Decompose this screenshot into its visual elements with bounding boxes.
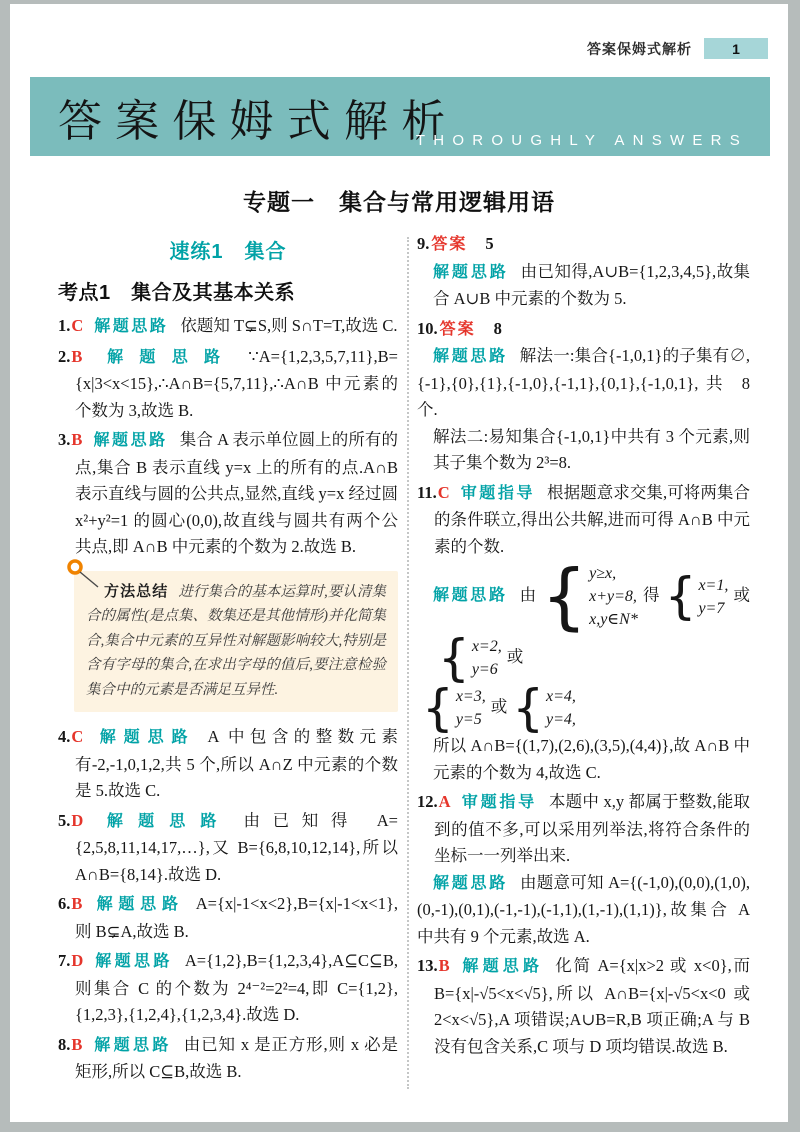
answer-letter: B — [71, 346, 83, 366]
answer-paragraph — [417, 316, 750, 344]
answer-paragraph — [417, 678, 750, 737]
solution-text: 得 — [642, 585, 660, 605]
answer-item — [58, 808, 398, 889]
system-row: x,y∈N* — [589, 611, 638, 628]
answer-item — [417, 953, 750, 1060]
system-row: y=7 — [698, 599, 725, 617]
equation-system — [512, 678, 576, 737]
answer-item — [417, 789, 750, 950]
method-label: 审题指导 — [461, 794, 537, 811]
method-label: 解题思路 — [93, 1036, 172, 1054]
method-label: 解题思路 — [94, 729, 196, 746]
brace-icon: { — [438, 628, 470, 687]
method-label: 解题思路 — [433, 587, 508, 605]
method-label: 解题思路 — [433, 348, 508, 365]
answer-paragraph — [58, 344, 398, 425]
answer-word: 答案 — [431, 236, 468, 253]
system-row: x=4, — [546, 688, 576, 705]
solution-text: A={1,2},B={1,2,3,4},A⊆C⊆B,则集合 C 的个数为 2⁴⁻²=2²=4,即 C={1,2},{1,2,3},{1,2,4},{1,2,3,4}.故选 D. — [75, 951, 398, 1024]
system-row: x=2, — [471, 638, 502, 655]
answer-word: 答案 — [439, 320, 476, 338]
solution-text: 所以 A∩B={(1,7),(2,6),(3,5),(4,4)},故 A∩B 中元素的个数为 4,故选 C. — [433, 736, 750, 782]
answer-paragraph — [417, 870, 750, 951]
item-number: 6. — [58, 894, 71, 913]
title-banner — [30, 77, 770, 156]
item-number: 12. — [417, 792, 438, 811]
item-number: 1. — [58, 316, 71, 335]
method-label: 解题思路 — [94, 318, 169, 335]
answer-letter: D — [71, 810, 84, 830]
solution-text: 由已知 x 是正方形,则 x 必是矩形,所以 C⊆B,故选 B. — [75, 1034, 398, 1081]
answer-item — [58, 948, 398, 1029]
item-number: 13. — [417, 956, 438, 975]
answer-paragraph — [417, 554, 750, 687]
answer-paragraph — [417, 259, 750, 313]
item-number: 4. — [58, 727, 71, 746]
method-label: 解题思路 — [433, 874, 509, 892]
solution-text: 根据题意求交集,可将两集合的条件联立,得出公共解,进而可得 A∩B 中元素的个数. — [434, 482, 750, 556]
system-row: x=3, — [455, 688, 486, 705]
method-label: 解题思路 — [93, 432, 168, 449]
solution-text: 集合 A 表示单位圆上的所有的点,集合 B 表示直线 y=x 上的所有的点.A∩B 表示直线与圆的公共点,显然,直线 y=x 经过圆 x²+y²=1 的圆心(0,0),故直线与圆共有两个公共点,即 A∩B 中元素的个数为 2.故选 B. — [75, 430, 398, 556]
answer-item — [58, 344, 398, 425]
solution-text: A 中包含的整数元素有-2,-1,0,1,2,共 5 个,所以 A∩Z 中元素的个数是 5.故选 C. — [75, 727, 398, 800]
answer-paragraph — [58, 891, 398, 945]
section-title: 专题一 集合与常用逻辑用语 — [243, 189, 555, 215]
running-title: 答案保姆式解析 — [587, 40, 692, 57]
item-number: 2. — [58, 346, 71, 366]
drill-title: 速练1 集合 — [169, 241, 287, 263]
banner-title: 答案保姆式解析 — [58, 97, 459, 146]
right-column-items — [417, 231, 750, 1060]
item-number: 9. — [417, 234, 430, 253]
solution-text: 由 — [519, 585, 537, 605]
method-label: 解题思路 — [93, 348, 237, 366]
equation-system — [541, 554, 638, 639]
item-number: 3. — [58, 430, 71, 449]
solution-text: 或 — [733, 585, 750, 605]
method-label: 解题思路 — [460, 958, 544, 975]
item-number: 8. — [58, 1034, 71, 1054]
item-number: 7. — [58, 951, 71, 970]
answer-letter: C — [71, 316, 84, 335]
system-row: y=4, — [546, 711, 576, 728]
system-rows — [472, 635, 502, 681]
answer-letter: B — [71, 894, 83, 913]
method-label: 解题思路 — [433, 263, 509, 281]
answer-item — [58, 1032, 398, 1086]
solution-text: 依题知 T⊊S,则 S∩T=T,故选 C. — [180, 316, 398, 335]
column-divider — [407, 237, 409, 1089]
solution-text: 由已知得 A={2,5,8,11,14,17,…},又 B={6,8,10,12,14},所以 A∩B={8,14}.故选 D. — [75, 810, 398, 884]
key-point-title: 考点1 集合及其基本关系 — [58, 282, 296, 304]
answer-letter: B — [71, 1034, 83, 1054]
answer-letter: C — [71, 727, 84, 746]
answer-paragraph — [417, 953, 750, 1060]
equation-system — [422, 678, 486, 737]
content-columns — [58, 231, 750, 1089]
solution-text: 解法一:集合{-1,0,1}的子集有∅,{-1},{0},{1},{-1,0},{-1,1},{0,1},{-1,0,1},共 8 个. — [417, 346, 750, 419]
answer-paragraph — [417, 343, 750, 424]
answer-item — [58, 724, 398, 805]
solution-text: 或 — [490, 696, 508, 716]
answer-letter: C — [437, 482, 450, 502]
answer-paragraph — [58, 948, 398, 1029]
solution-text: A={x|-1<x<2},B={x|-1<x<1},则 B⊊A,故选 B. — [75, 894, 398, 941]
equation-system — [438, 628, 502, 687]
answer-letter: B — [71, 430, 83, 449]
system-row: y≥x, — [589, 565, 617, 582]
brace-icon: { — [422, 678, 454, 737]
solution-text: 解法二:易知集合{-1,0,1}中共有 3 个元素,则其子集个数为 2³=8. — [433, 426, 750, 472]
system-rows — [546, 685, 576, 731]
answer-item — [417, 480, 750, 787]
equation-system — [664, 567, 729, 625]
item-number: 5. — [58, 810, 71, 830]
answer-paragraph — [58, 724, 398, 805]
ring-marker-icon — [66, 558, 106, 590]
answer-letter: D — [71, 951, 84, 970]
solution-text: 由题意可知 A={(-1,0),(0,0),(1,0),(0,-1),(0,1),(-1,-1),(-1,1),(1,-1),(1,1)},故集合 A 中共有 9 个元素,故选 A. — [417, 872, 750, 946]
page-number-badge: 1 — [704, 38, 768, 59]
item-number: 11. — [417, 482, 437, 502]
solution-text: 化简 A={x|x>2 或 x<0},而 B={x|-√5<x<√5},所以 A∩B={x|-√5<x<0 或 2<x<√5},A 项错误;A∪B=R,B 项正确;A 与 B 没有包含关系,C 项与 D 项均错误.故选 B. — [434, 956, 750, 1056]
answer-item — [58, 427, 398, 561]
method-label: 审题指导 — [460, 484, 535, 502]
answer-letter: B — [438, 956, 450, 975]
answer-paragraph — [417, 789, 750, 870]
item-number: 10. — [417, 318, 438, 338]
answer-item — [417, 231, 750, 313]
page-header — [10, 38, 768, 59]
brace-icon: { — [512, 678, 545, 737]
system-rows — [698, 574, 728, 620]
answer-paragraph — [58, 808, 398, 889]
system-row: x=1, — [698, 576, 729, 594]
answer-item — [58, 313, 398, 341]
left-column — [58, 231, 398, 1089]
system-rows — [456, 685, 486, 731]
answer-paragraph — [58, 1032, 398, 1086]
answer-item — [58, 891, 398, 945]
method-label: 解题思路 — [94, 953, 173, 970]
right-column — [417, 231, 750, 1089]
method-label: 解题思路 — [93, 896, 184, 913]
answer-paragraph — [417, 733, 750, 786]
answer-paragraph — [417, 480, 750, 561]
left-column-items — [58, 313, 398, 1086]
note-label: 方法总结 — [104, 582, 169, 600]
answer-paragraph — [417, 231, 750, 259]
note-text: 进行集合的基本运算时,要认清集合的属性(是点集、数集还是其他情形)并化简集合,集合中元素的互异性对解题影响较大,特别是含有字母的集合,在求出字母的值后,要注意检验集合中的元素是否满足互异性. — [86, 583, 386, 698]
system-rows — [589, 562, 638, 631]
answer-paragraph — [58, 427, 398, 561]
solution-text: ∵A={1,2,3,5,7,11},B={x|3<x<15},∴A∩B={5,7,11},∴A∩B 中元素的个数为 3,故选 B. — [75, 346, 398, 420]
method-label: 解题思路 — [94, 812, 232, 830]
system-row: y=5 — [455, 711, 482, 728]
solution-text: 或 — [506, 646, 524, 666]
answer-value: 8 — [493, 318, 502, 338]
answer-paragraph — [58, 313, 398, 341]
answer-letter: A — [438, 792, 451, 811]
solution-text: 本题中 x,y 都属于整数,能取到的值不多,可以采用列举法,将符合条件的坐标一一列举出来. — [434, 792, 750, 865]
brace-icon: { — [664, 567, 697, 625]
system-row: x+y=8, — [589, 588, 637, 605]
answer-value: 5 — [485, 234, 494, 253]
answer-item — [417, 316, 750, 477]
method-summary-box — [74, 571, 398, 713]
answer-paragraph — [417, 424, 750, 477]
banner-subtitle: THOROUGHLY ANSWERS — [415, 132, 748, 149]
brace-icon: { — [541, 554, 588, 639]
system-row: y=6 — [471, 661, 498, 678]
solution-text: 由已知得,A∪B={1,2,3,4,5},故集合 A∪B 中元素的个数为 5. — [433, 261, 750, 308]
